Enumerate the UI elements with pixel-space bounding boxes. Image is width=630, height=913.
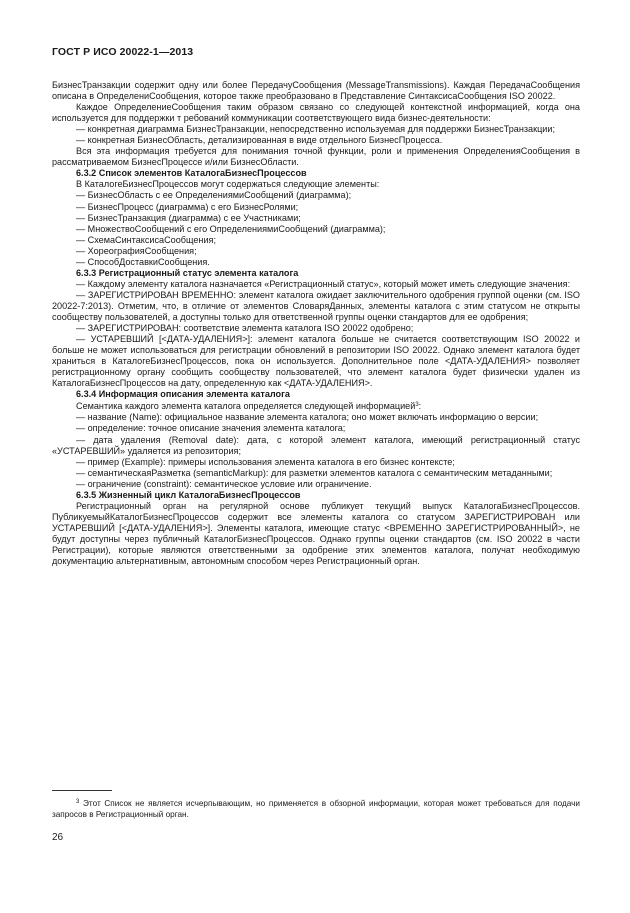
paragraph: Регистрационный орган на регулярной основе публикует текущий выпуск КаталогаБизнесПроцессов. ПубликуемыйКаталогБизнесПроцессов содержит все элементы каталога со статусом ЗАРЕГИСТРИРОВАН или УСТАРЕВШИЙ [<ДАТА-УДАЛЕНИЯ>]. Элементы каталога, имеющие статус <ВРЕМЕННО ЗАРЕГИСТРИРОВАННЫЙ>, не будут доступны через публичный КаталогБизнесПроцессов. Однако группы оценки стандартов (см. ISO 20022 в части Регистрации), которые являются ответственными за одобрение этих элементов каталога, получат необходимую документацию альтернативным, автономным способом через Регистрационный орган. [52,500,580,567]
section-heading-6-3-3: 6.3.3 Регистрационный статус элемента каталога [76,267,299,278]
list-item: — дата удаления (Removal date): дата, с которой элемент каталога, имеющий регистрационный статус «УСТАРЕВШИЙ» удаляется из репозитория; [52,434,580,456]
paragraph: — Каждому элементу каталога назначается «Регистрационный статус», который может иметь следующие значения: [76,278,571,289]
list-item: — БизнесОбласть с ее ОпределениямиСообщений (диаграмма); [76,190,352,201]
list-item: — ограничение (constraint): семантическое условие или ограничение. [76,478,372,489]
paragraph [52,400,580,412]
document-header: ГОСТ Р ИСО 20022-1—2013 [52,46,194,58]
list-item: — УСТАРЕВШИЙ [<ДАТА-УДАЛЕНИЯ>]: элемент каталога больше не считается соответствующим ISO 20022 и больше не может использоваться для регистрации обновлений в репозитории ISO 20022. Однако элемент каталога будет храниться в КаталогеБизнесПроцессов, пока он используется. Дополнительное поле <ДАТА-УДАЛЕНИЯ> позволяет регистрационному органу сообщить сообществу пользователей, что элемент каталога будет физически удален из КаталогаБизнесПроцессов на дату, определенную как <ДАТА-УДАЛЕНИЯ>. [52,334,580,389]
list-item: — ХореографияСообщения; [76,245,197,256]
page-number: 26 [52,832,64,843]
paragraph-text: Семантика каждого элемента каталога определяется следующей информацией [76,401,416,412]
footnote-reference[interactable]: 3 [415,402,419,409]
footnote-divider [52,790,112,791]
list-item: — семантическаяРазметка (semanticMarkup): для разметки элементов каталога с семантическим метаданными; [76,467,553,478]
list-item: — СпособДоставкиСообщения. [76,256,210,267]
list-item: — определение: точное описание значения элемента каталога; [76,423,346,434]
paragraph: Каждое ОпределениеСообщения таким образом связано со следующей контекстной информацией, когда она используется для поддержки т ребований коммуникации соответствующего вида бизнес-деятельности: [52,102,580,124]
list-item: — пример (Example): примеры использования элемента каталога в его бизнес контексте; [76,456,455,467]
section-heading-6-3-5: 6.3.5 Жизненный цикл КаталогаБизнесПроцессов [76,489,301,500]
list-item: — МножествоСообщений с его ОпределениямиСообщений (диаграмма); [76,223,386,234]
footnote [52,797,580,820]
paragraph: В КаталогеБизнесПроцессов могут содержаться следующие элементы: [76,179,380,190]
section-heading-6-3-4: 6.3.4 Информация описания элемента каталога [76,389,290,400]
paragraph: Вся эта информация требуется для понимания точной функции, роли и применения ОпределенияСообщения в рассматриваемом БизнесПроцессе и/или БизнесОбласти. [52,146,580,168]
list-item: — название (Name): официальное название элемента каталога; оно может включать информацию о версии; [76,412,539,423]
list-item: — БизнесПроцесс (диаграмма) с его БизнесРолями; [76,201,299,212]
section-heading-6-3-2: 6.3.2 Список элементов КаталогаБизнесПроцессов [76,168,307,179]
footnote-text: Этот Список не является исчерпывающим, но применяется в обзорной информации, которая может требоваться для подачи запросов в Регистрационный орган. [52,799,580,819]
paragraph-text-end: : [418,401,422,412]
list-item: — БизнесТранзакция (диаграмма) с ее Участниками; [76,212,301,223]
list-item: — конкретная БизнесОбласть, детализированная в виде отдельного БизнесПроцесса. [76,135,443,146]
list-item: — СхемаСинтаксисаСообщения; [76,234,216,245]
footnote-mark: 3 [76,799,80,805]
paragraph: БизнесТранзакции содержит одну или более ПередачуСообщения (MessageTransmissions). Каждая ПередачаСообщения описана в ОпределениСообщения, которое также преобразовано в Представление СинтаксисаСообщения ISO 20022. [52,80,580,102]
document-body [52,80,580,567]
list-item: — ЗАРЕГИСТРИРОВАН ВРЕМЕННО: элемент каталога ожидает заключительного одобрения группой оценки (см. ISO 20022-7:2013). Отметим, что, в отличие от элементов СловаряДанных, элементы каталога с этим статусом не открыты сообществу пользователей, а доступны только для ответственной группы оценки стандартов для ее одобрения; [52,289,580,322]
list-item: — конкретная диаграмма БизнесТранзакции, непосредственно используемая для поддержки БизнесТранзакции; [76,124,555,135]
list-item: — ЗАРЕГИСТРИРОВАН: соответствие элемента каталога ISO 20022 одобрено; [76,323,414,334]
